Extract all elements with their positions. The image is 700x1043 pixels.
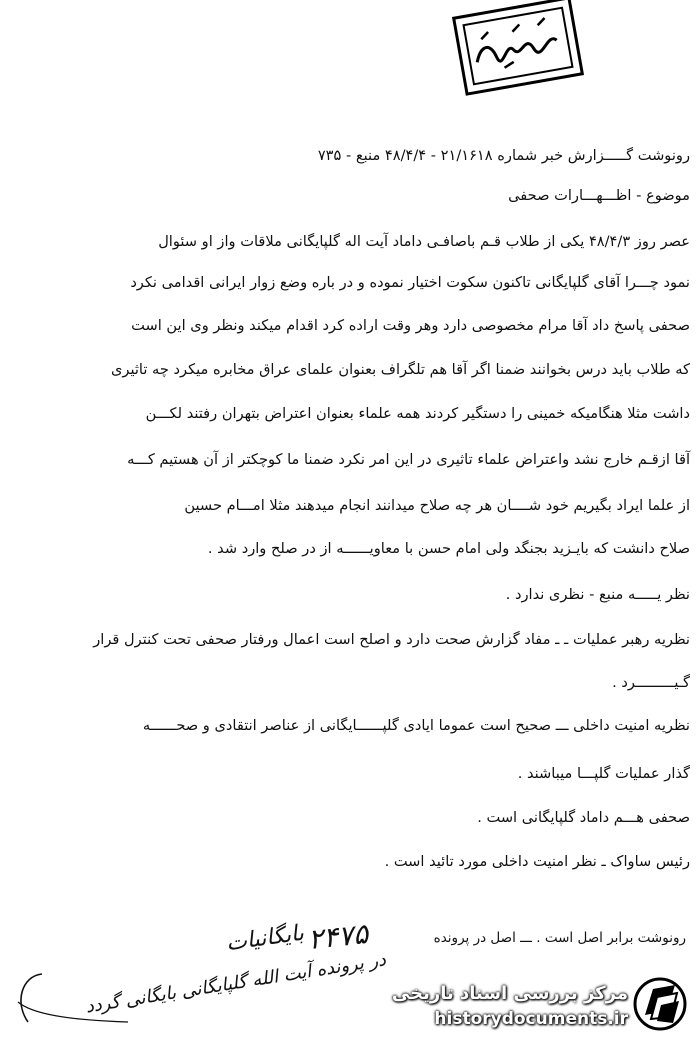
body-line: از علما ایراد بگیریم خود شــــان هر چه صلاح میدانند انجام میدهند مثلا امـــام حسین	[184, 497, 690, 514]
body-line: آقا ازقـم خارج نشد واعتراض علماء تاثیری در این امر نکرد ضمنا ما کوچکتر از آن هستیم کـــه	[127, 451, 690, 468]
handwritten-word: بایگانیات	[224, 920, 306, 957]
header-line: رونوشت گـــــزارش خبر شماره ۲۱/۱۶۱۸ - ۴۸/۴/۴ منبع - ۷۳۵	[317, 147, 690, 164]
subject-line: موضوع - اظـــهـــارات صحفی	[508, 187, 690, 204]
ops-opinion-cont: گـیـــــــــرد .	[612, 674, 690, 691]
body-line: عصر روز ۴۸/۴/۳ یکی از طلاب قـم باصافـی داماد آیت اله گلپایگانی ملاقات واز او سئوال	[158, 233, 690, 250]
body-line: نمود چـــرا آقای گلپایگانی تاکنون سکوت اختیار نموده و در باره وضع زوار ایرانی اقدامی نکرد	[130, 274, 690, 291]
watermark-title: مرکز بررسی اسناد تاریخی	[391, 983, 628, 1004]
note-line: صحفی هـــم داماد گلپایگانی است .	[477, 809, 690, 826]
body-line: که طلاب باید درس بخوانند ضمنا اگر آقا هم تلگراف بعنوان علمای عراق مخابره میکرد چه تاثیری	[110, 361, 690, 378]
security-opinion-cont: گذار عملیات گلپـــا میباشند .	[517, 765, 690, 782]
handwritten-scribble	[8, 962, 388, 1042]
watermark-logo	[388, 975, 693, 1037]
body-line: صلاح دانشت که بایـزید بجنگد ولی امام حسن با معاویــــــه از در صلح وارد شد .	[207, 540, 690, 557]
copy-note: رونوشت برابر اصل است . ـــ اصل در پرونده	[433, 930, 686, 946]
body-line: صحفی پاسخ داد آقا مرام مخصوصی دارد وهر وقت اراده کرد اقدام میکند ونظر وی این است	[131, 317, 690, 334]
handwritten-bottom: در پرونده آیت الله گلپایگانی بایگانی گردد	[84, 949, 388, 1018]
handwritten-number: ۲۴۷۵	[306, 916, 370, 957]
watermark-url: historydocuments.ir	[434, 1009, 628, 1029]
archive-stamp	[452, 0, 584, 96]
source-opinion: نظر یـــــه منبع - نظری ندارد .	[505, 586, 690, 603]
document-center-icon	[633, 975, 687, 1033]
ops-opinion: نظریه رهبر عملیات ـ ـ مفاد گزارش صحت دارد و اصلح است اعمال ورفتار صحفی تحت کنترل قرار	[93, 631, 690, 648]
chief-line: رئیس ساواک ـ نظر امنیت داخلی مورد تائید است .	[384, 853, 690, 870]
body-line: داشت مثلا هنگامیکه خمینی را دستگیر کردند همه علماء بعنوان اعتراض بتهران رفتند لکـــن	[145, 405, 690, 422]
security-opinion: نظریه امنیت داخلی ـــ صحیح است عموما ایادی گلپــــــایگانی از عناصر انتقادی و صحــــــه	[142, 717, 690, 734]
